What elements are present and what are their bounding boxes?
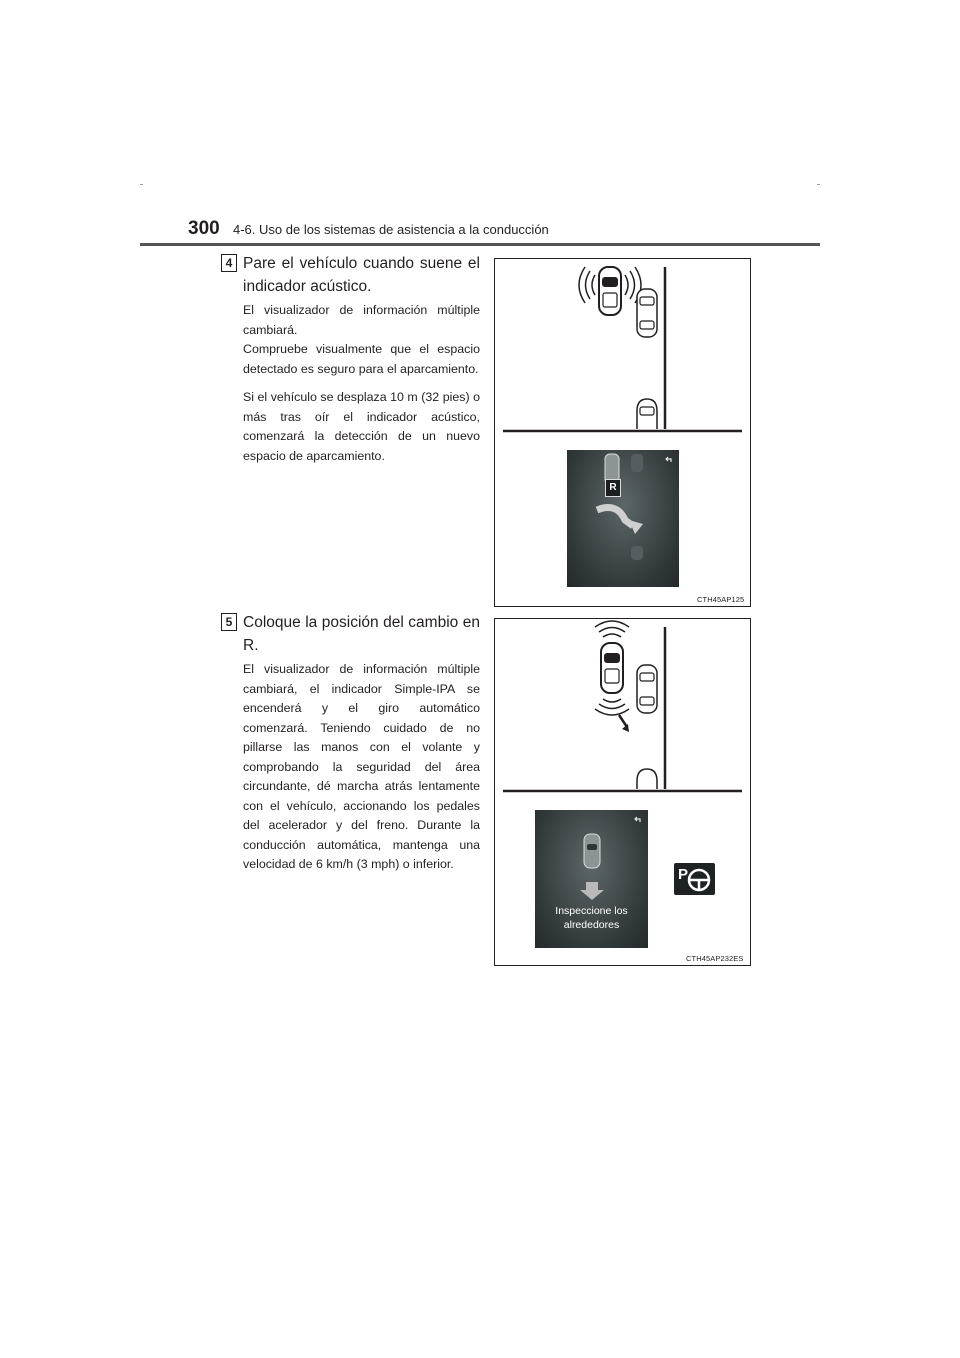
figure-code: CTH45AP232ES xyxy=(686,954,744,963)
car-icon xyxy=(631,454,643,472)
crop-mark xyxy=(140,184,143,185)
illustration-step-4 xyxy=(494,258,751,607)
parked-car-icon xyxy=(637,665,657,713)
own-car-icon xyxy=(599,267,621,315)
illustration-step-5 xyxy=(494,618,751,966)
car-icon xyxy=(584,834,600,868)
curved-arrow-icon xyxy=(597,508,633,526)
body-paragraph: Si el vehículo se desplaza 10 m (32 pies) o más tras oír el indicador acústico, comenzará la detección de un nuevo espacio de aparcamiento. xyxy=(243,390,480,463)
step-body xyxy=(243,301,480,475)
step-heading: Pare el vehículo cuando suene el indicador acústico. xyxy=(243,255,480,295)
step-number-badge: 4 xyxy=(221,254,237,272)
back-icon xyxy=(635,817,640,822)
step-number-badge: 5 xyxy=(221,613,237,631)
gear-r-indicator: R xyxy=(605,479,621,497)
steering-wheel-icon xyxy=(674,863,715,895)
simple-ipa-indicator xyxy=(674,863,715,895)
body-paragraph: Compruebe visualmente que el espacio detectado es seguro para el aparcamiento. xyxy=(243,342,480,376)
multi-info-display xyxy=(535,810,648,948)
body-paragraph: El visualizador de información múltiple cambiará, el indicador Simple-IPA se encenderá y el giro automático comenzará. Teniendo cuidado de no pillarse las manos con el volante y comprobando la seguridad del área circundante, dé marcha atrás lentamente con el vehículo, accionando los pedales del acelerador y del freno. Durante la conducción automática, mantenga una velocidad de 6 km/h (3 mph) o inferior. xyxy=(243,662,480,871)
step-body xyxy=(243,660,480,884)
direction-arrow-icon xyxy=(619,715,627,727)
back-icon xyxy=(666,457,671,462)
header-rule xyxy=(140,243,820,246)
page-number: 300 xyxy=(188,218,220,239)
body-paragraph: El visualizador de información múltiple cambiará. xyxy=(243,303,480,337)
section-title: 4-6. Uso de los sistemas de asistencia a la conducción xyxy=(233,222,549,237)
step-heading: Coloque la posición del cambio en R. xyxy=(243,614,480,654)
parked-car-icon xyxy=(637,769,657,789)
car-icon xyxy=(631,546,643,560)
down-arrow-icon xyxy=(580,882,604,900)
display-message: Inspeccione los alrededores xyxy=(555,905,628,931)
parked-car-icon xyxy=(637,289,657,337)
multi-info-display xyxy=(567,450,679,587)
indicator-letter: P xyxy=(678,866,689,883)
crop-mark xyxy=(817,184,820,185)
own-car-icon xyxy=(601,643,623,693)
figure-code: CTH45AP125 xyxy=(697,595,745,604)
parked-car-icon xyxy=(637,399,657,429)
